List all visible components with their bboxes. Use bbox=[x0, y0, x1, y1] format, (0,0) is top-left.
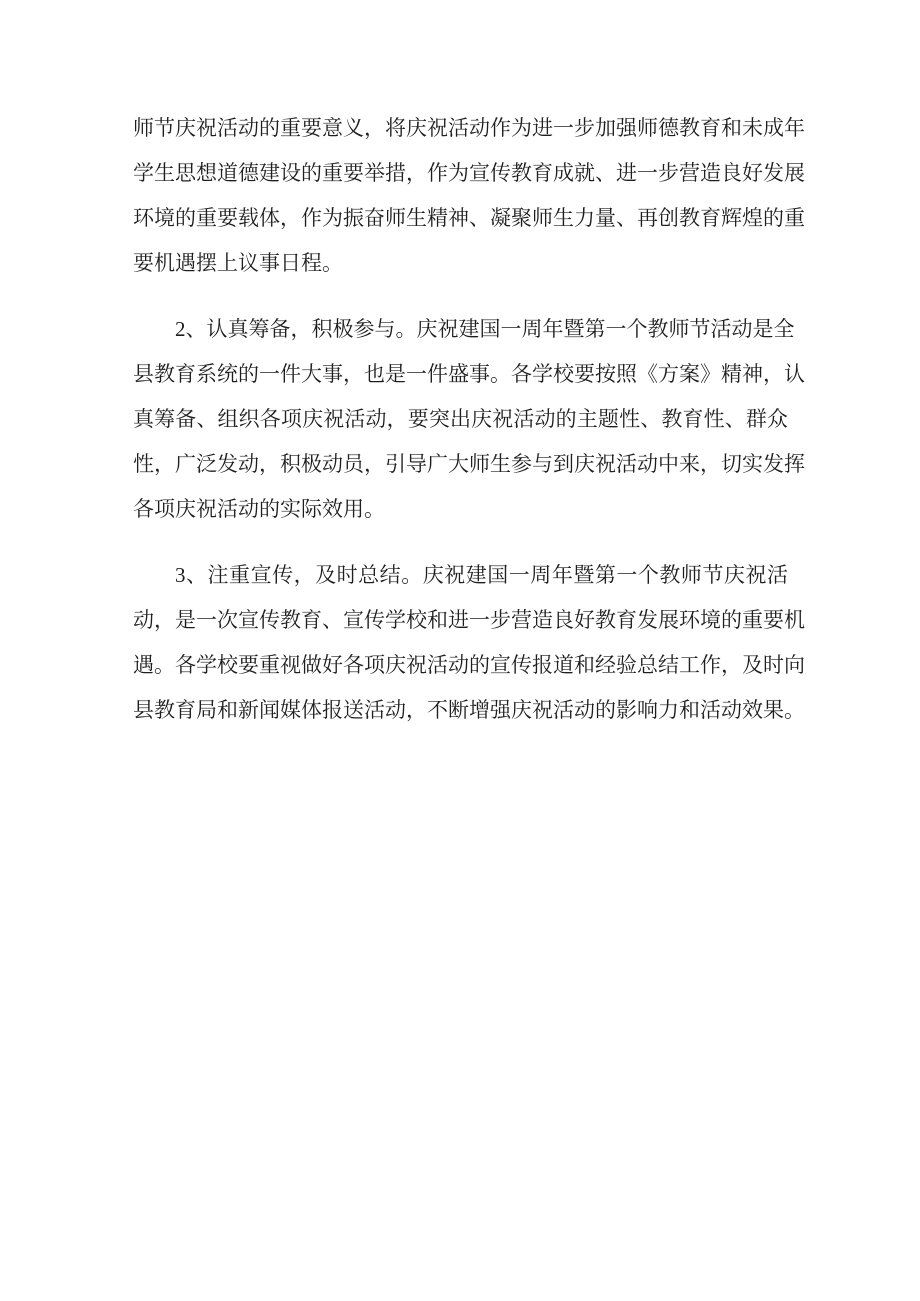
text-line: 要机遇摆上议事日程。 bbox=[133, 251, 343, 275]
paragraph-2 bbox=[133, 307, 805, 532]
document-body bbox=[133, 106, 805, 733]
paragraph-1 bbox=[133, 106, 805, 286]
text-line: 县教育系统的一件大事，也是一件盛事。各学校要按照《方案》精神，认 bbox=[133, 362, 805, 386]
text-line: 县教育局和新闻媒体报送活动，不断增强庆祝活动的影响力和活动效果。 bbox=[133, 698, 805, 722]
text-line: 遇。各学校要重视做好各项庆祝活动的宣传报道和经验总结工作，及时向 bbox=[133, 653, 805, 677]
text-line: 师节庆祝活动的重要意义，将庆祝活动作为进一步加强师德教育和未成年 bbox=[133, 116, 805, 140]
text-line: 真筹备、组织各项庆祝活动，要突出庆祝活动的主题性、教育性、群众 bbox=[133, 407, 788, 431]
paragraph-3 bbox=[133, 553, 805, 733]
text-line: 3、注重宣传，及时总结。庆祝建国一周年暨第一个教师节庆祝活 bbox=[175, 563, 788, 587]
text-line: 各项庆祝活动的实际效用。 bbox=[133, 497, 385, 521]
text-line: 环境的重要载体，作为振奋师生精神、凝聚师生力量、再创教育辉煌的重 bbox=[133, 206, 805, 230]
text-line: 性，广泛发动，积极动员，引导广大师生参与到庆祝活动中来，切实发挥 bbox=[133, 452, 805, 476]
text-line: 2、认真筹备，积极参与。庆祝建国一周年暨第一个教师节活动是全 bbox=[175, 317, 795, 341]
text-line: 动，是一次宣传教育、宣传学校和进一步营造良好教育发展环境的重要机 bbox=[133, 608, 805, 632]
text-line: 学生思想道德建设的重要举措，作为宣传教育成就、进一步营造良好发展 bbox=[133, 161, 805, 185]
